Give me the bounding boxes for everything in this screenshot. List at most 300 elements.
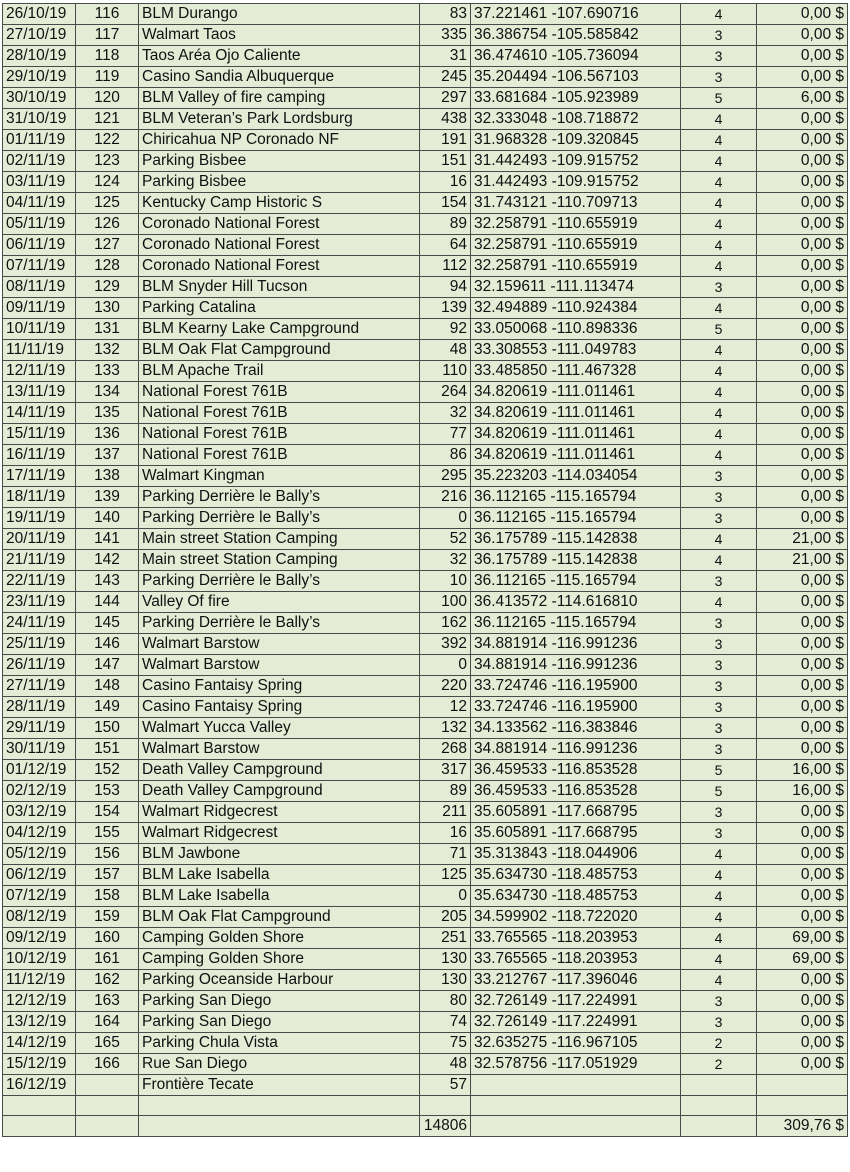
gps-cell[interactable]: 34.820619 -111.011461	[471, 445, 681, 466]
number-cell[interactable]: 145	[76, 613, 139, 634]
number-cell[interactable]: 152	[76, 760, 139, 781]
distance-cell[interactable]: 48	[420, 340, 471, 361]
cost-cell[interactable]: 0,00 $	[757, 592, 848, 613]
cost-cell[interactable]: 0,00 $	[757, 1054, 848, 1075]
gps-cell[interactable]: 34.820619 -111.011461	[471, 382, 681, 403]
place-cell[interactable]: Camping Golden Shore	[139, 949, 420, 970]
rating-cell[interactable]: 3	[681, 508, 757, 529]
place-cell[interactable]: Camping Golden Shore	[139, 928, 420, 949]
cost-cell[interactable]: 0,00 $	[757, 718, 848, 739]
place-cell[interactable]: BLM Lake Isabella	[139, 886, 420, 907]
number-cell[interactable]: 133	[76, 361, 139, 382]
date-cell[interactable]: 05/12/19	[3, 844, 76, 865]
cost-cell[interactable]: 16,00 $	[757, 781, 848, 802]
distance-cell[interactable]: 211	[420, 802, 471, 823]
rating-cell[interactable]: 5	[681, 760, 757, 781]
date-cell[interactable]: 25/11/19	[3, 634, 76, 655]
distance-cell[interactable]: 16	[420, 172, 471, 193]
date-cell[interactable]: 10/12/19	[3, 949, 76, 970]
number-cell[interactable]: 143	[76, 571, 139, 592]
date-cell[interactable]: 01/12/19	[3, 760, 76, 781]
distance-cell[interactable]: 216	[420, 487, 471, 508]
number-cell[interactable]: 140	[76, 508, 139, 529]
cost-cell[interactable]: 0,00 $	[757, 67, 848, 88]
gps-cell[interactable]: 35.204494 -106.567103	[471, 67, 681, 88]
date-cell[interactable]: 22/11/19	[3, 571, 76, 592]
distance-cell[interactable]: 317	[420, 760, 471, 781]
date-cell[interactable]: 16/12/19	[3, 1075, 76, 1096]
date-cell[interactable]: 07/12/19	[3, 886, 76, 907]
gps-cell[interactable]: 33.681684 -105.923989	[471, 88, 681, 109]
place-cell[interactable]: Casino Fantaisy Spring	[139, 697, 420, 718]
number-cell[interactable]: 164	[76, 1012, 139, 1033]
date-cell[interactable]: 11/11/19	[3, 340, 76, 361]
place-cell[interactable]: Walmart Yucca Valley	[139, 718, 420, 739]
rating-cell[interactable]: 4	[681, 886, 757, 907]
date-cell[interactable]: 24/11/19	[3, 613, 76, 634]
distance-cell[interactable]: 110	[420, 361, 471, 382]
number-cell[interactable]: 158	[76, 886, 139, 907]
distance-cell[interactable]: 100	[420, 592, 471, 613]
distance-cell[interactable]: 191	[420, 130, 471, 151]
cost-cell[interactable]: 0,00 $	[757, 655, 848, 676]
gps-cell[interactable]: 34.820619 -111.011461	[471, 403, 681, 424]
place-cell[interactable]: Parking Catalina	[139, 298, 420, 319]
total-km-cell[interactable]: 14806	[420, 1116, 471, 1137]
cost-cell[interactable]: 0,00 $	[757, 235, 848, 256]
gps-cell[interactable]: 35.605891 -117.668795	[471, 823, 681, 844]
rating-cell[interactable]: 4	[681, 109, 757, 130]
number-cell[interactable]: 130	[76, 298, 139, 319]
place-cell[interactable]: Kentucky Camp Historic S	[139, 193, 420, 214]
number-cell[interactable]: 161	[76, 949, 139, 970]
gps-cell[interactable]	[471, 1075, 681, 1096]
cost-cell[interactable]: 0,00 $	[757, 445, 848, 466]
gps-cell[interactable]: 31.968328 -109.320845	[471, 130, 681, 151]
place-cell[interactable]: Casino Sandia Albuquerque	[139, 67, 420, 88]
number-cell[interactable]: 123	[76, 151, 139, 172]
rating-cell[interactable]: 4	[681, 529, 757, 550]
date-cell[interactable]: 26/10/19	[3, 4, 76, 25]
number-cell[interactable]: 127	[76, 235, 139, 256]
cost-cell[interactable]: 0,00 $	[757, 340, 848, 361]
rating-cell[interactable]: 4	[681, 256, 757, 277]
gps-cell[interactable]: 33.724746 -116.195900	[471, 697, 681, 718]
cost-cell[interactable]: 69,00 $	[757, 949, 848, 970]
place-cell[interactable]: Coronado National Forest	[139, 214, 420, 235]
rating-cell[interactable]: 4	[681, 445, 757, 466]
cost-cell[interactable]: 0,00 $	[757, 1033, 848, 1054]
distance-cell[interactable]: 162	[420, 613, 471, 634]
place-cell[interactable]: Death Valley Campground	[139, 781, 420, 802]
rating-cell[interactable]: 4	[681, 550, 757, 571]
distance-cell[interactable]: 0	[420, 655, 471, 676]
distance-cell[interactable]: 268	[420, 739, 471, 760]
date-cell[interactable]: 19/11/19	[3, 508, 76, 529]
gps-cell[interactable]: 31.442493 -109.915752	[471, 172, 681, 193]
place-cell[interactable]: National Forest 761B	[139, 424, 420, 445]
date-cell[interactable]: 29/10/19	[3, 67, 76, 88]
rating-cell[interactable]: 3	[681, 823, 757, 844]
distance-cell[interactable]: 264	[420, 382, 471, 403]
place-cell[interactable]: BLM Durango	[139, 4, 420, 25]
number-cell[interactable]: 141	[76, 529, 139, 550]
date-cell[interactable]: 28/11/19	[3, 697, 76, 718]
date-cell[interactable]: 08/12/19	[3, 907, 76, 928]
distance-cell[interactable]: 86	[420, 445, 471, 466]
gps-cell[interactable]: 36.112165 -115.165794	[471, 571, 681, 592]
distance-cell[interactable]: 94	[420, 277, 471, 298]
gps-cell[interactable]: 32.258791 -110.655919	[471, 256, 681, 277]
distance-cell[interactable]: 75	[420, 1033, 471, 1054]
distance-cell[interactable]: 89	[420, 214, 471, 235]
cost-cell[interactable]: 0,00 $	[757, 214, 848, 235]
place-cell[interactable]: Walmart Kingman	[139, 466, 420, 487]
number-cell[interactable]: 163	[76, 991, 139, 1012]
totals-gps-cell[interactable]	[471, 1116, 681, 1137]
distance-cell[interactable]: 74	[420, 1012, 471, 1033]
date-cell[interactable]: 12/11/19	[3, 361, 76, 382]
rating-cell[interactable]: 3	[681, 487, 757, 508]
gps-cell[interactable]: 34.133562 -116.383846	[471, 718, 681, 739]
date-cell[interactable]	[3, 1096, 76, 1116]
rating-cell[interactable]: 4	[681, 130, 757, 151]
number-cell[interactable]: 155	[76, 823, 139, 844]
place-cell[interactable]: BLM Jawbone	[139, 844, 420, 865]
number-cell[interactable]: 126	[76, 214, 139, 235]
gps-cell[interactable]: 34.881914 -116.991236	[471, 655, 681, 676]
cost-cell[interactable]: 0,00 $	[757, 151, 848, 172]
rating-cell[interactable]: 4	[681, 340, 757, 361]
distance-cell[interactable]: 12	[420, 697, 471, 718]
rating-cell[interactable]: 3	[681, 991, 757, 1012]
gps-cell[interactable]: 32.494889 -110.924384	[471, 298, 681, 319]
distance-cell[interactable]: 151	[420, 151, 471, 172]
cost-cell[interactable]: 0,00 $	[757, 25, 848, 46]
date-cell[interactable]: 14/11/19	[3, 403, 76, 424]
rating-cell[interactable]: 3	[681, 1012, 757, 1033]
number-cell[interactable]: 157	[76, 865, 139, 886]
distance-cell[interactable]: 64	[420, 235, 471, 256]
rating-cell[interactable]: 3	[681, 697, 757, 718]
rating-cell[interactable]: 4	[681, 193, 757, 214]
number-cell[interactable]: 124	[76, 172, 139, 193]
rating-cell[interactable]: 3	[681, 613, 757, 634]
date-cell[interactable]: 05/11/19	[3, 214, 76, 235]
distance-cell[interactable]	[420, 1096, 471, 1116]
gps-cell[interactable]: 34.881914 -116.991236	[471, 739, 681, 760]
gps-cell[interactable]: 32.578756 -117.051929	[471, 1054, 681, 1075]
gps-cell[interactable]: 33.724746 -116.195900	[471, 676, 681, 697]
gps-cell[interactable]: 32.258791 -110.655919	[471, 214, 681, 235]
date-cell[interactable]: 21/11/19	[3, 550, 76, 571]
date-cell[interactable]: 07/11/19	[3, 256, 76, 277]
place-cell[interactable]: Main street Station Camping	[139, 529, 420, 550]
gps-cell[interactable]: 32.333048 -108.718872	[471, 109, 681, 130]
cost-cell[interactable]: 0,00 $	[757, 571, 848, 592]
date-cell[interactable]: 27/10/19	[3, 25, 76, 46]
place-cell[interactable]: Valley Of fire	[139, 592, 420, 613]
distance-cell[interactable]: 438	[420, 109, 471, 130]
rating-cell[interactable]: 4	[681, 865, 757, 886]
number-cell[interactable]: 149	[76, 697, 139, 718]
place-cell[interactable]: Parking Oceanside Harbour	[139, 970, 420, 991]
rating-cell[interactable]: 3	[681, 25, 757, 46]
rating-cell[interactable]: 4	[681, 403, 757, 424]
cost-cell[interactable]: 0,00 $	[757, 1012, 848, 1033]
number-cell[interactable]: 142	[76, 550, 139, 571]
place-cell[interactable]: Walmart Ridgecrest	[139, 823, 420, 844]
cost-cell[interactable]: 6,00 $	[757, 88, 848, 109]
date-cell[interactable]: 02/12/19	[3, 781, 76, 802]
number-cell[interactable]: 154	[76, 802, 139, 823]
gps-cell[interactable]: 33.485850 -111.467328	[471, 361, 681, 382]
distance-cell[interactable]: 130	[420, 949, 471, 970]
cost-cell[interactable]: 0,00 $	[757, 508, 848, 529]
gps-cell[interactable]: 36.386754 -105.585842	[471, 25, 681, 46]
place-cell[interactable]: Walmart Ridgecrest	[139, 802, 420, 823]
distance-cell[interactable]: 31	[420, 46, 471, 67]
rating-cell[interactable]	[681, 1075, 757, 1096]
date-cell[interactable]: 18/11/19	[3, 487, 76, 508]
number-cell[interactable]	[76, 1075, 139, 1096]
number-cell[interactable]: 119	[76, 67, 139, 88]
date-cell[interactable]: 02/11/19	[3, 151, 76, 172]
date-cell[interactable]: 15/11/19	[3, 424, 76, 445]
gps-cell[interactable]: 35.634730 -118.485753	[471, 865, 681, 886]
gps-cell[interactable]: 34.881914 -116.991236	[471, 634, 681, 655]
place-cell[interactable]: Walmart Barstow	[139, 655, 420, 676]
cost-cell[interactable]: 0,00 $	[757, 802, 848, 823]
number-cell[interactable]: 116	[76, 4, 139, 25]
cost-cell[interactable]: 0,00 $	[757, 844, 848, 865]
date-cell[interactable]: 31/10/19	[3, 109, 76, 130]
cost-cell[interactable]: 0,00 $	[757, 634, 848, 655]
gps-cell[interactable]: 36.175789 -115.142838	[471, 529, 681, 550]
distance-cell[interactable]: 251	[420, 928, 471, 949]
rating-cell[interactable]: 3	[681, 802, 757, 823]
place-cell[interactable]: Parking Derrière le Bally’s	[139, 508, 420, 529]
date-cell[interactable]: 04/12/19	[3, 823, 76, 844]
rating-cell[interactable]: 4	[681, 4, 757, 25]
distance-cell[interactable]: 245	[420, 67, 471, 88]
place-cell[interactable]: Death Valley Campground	[139, 760, 420, 781]
rating-cell[interactable]: 5	[681, 781, 757, 802]
totals-rating-cell[interactable]	[681, 1116, 757, 1137]
rating-cell[interactable]: 2	[681, 1033, 757, 1054]
distance-cell[interactable]: 77	[420, 424, 471, 445]
cost-cell[interactable]: 69,00 $	[757, 928, 848, 949]
distance-cell[interactable]: 0	[420, 508, 471, 529]
place-cell[interactable]: BLM Oak Flat Campground	[139, 340, 420, 361]
cost-cell[interactable]: 0,00 $	[757, 907, 848, 928]
cost-cell[interactable]: 21,00 $	[757, 550, 848, 571]
date-cell[interactable]: 12/12/19	[3, 991, 76, 1012]
place-cell[interactable]: Parking San Diego	[139, 1012, 420, 1033]
date-cell[interactable]: 30/10/19	[3, 88, 76, 109]
place-cell[interactable]: National Forest 761B	[139, 403, 420, 424]
place-cell[interactable]: Coronado National Forest	[139, 256, 420, 277]
totals-date-cell[interactable]	[3, 1116, 76, 1137]
number-cell[interactable]: 125	[76, 193, 139, 214]
number-cell[interactable]: 147	[76, 655, 139, 676]
number-cell[interactable]: 156	[76, 844, 139, 865]
rating-cell[interactable]: 4	[681, 214, 757, 235]
gps-cell[interactable]: 34.820619 -111.011461	[471, 424, 681, 445]
cost-cell[interactable]: 0,00 $	[757, 613, 848, 634]
number-cell[interactable]: 139	[76, 487, 139, 508]
distance-cell[interactable]: 57	[420, 1075, 471, 1096]
place-cell[interactable]: Casino Fantaisy Spring	[139, 676, 420, 697]
cost-cell[interactable]: 0,00 $	[757, 739, 848, 760]
gps-cell[interactable]: 36.413572 -114.616810	[471, 592, 681, 613]
rating-cell[interactable]: 2	[681, 1054, 757, 1075]
place-cell[interactable]: Parking San Diego	[139, 991, 420, 1012]
date-cell[interactable]: 03/11/19	[3, 172, 76, 193]
cost-cell[interactable]: 0,00 $	[757, 298, 848, 319]
number-cell[interactable]: 121	[76, 109, 139, 130]
gps-cell[interactable]: 36.459533 -116.853528	[471, 760, 681, 781]
place-cell[interactable]: Coronado National Forest	[139, 235, 420, 256]
cost-cell[interactable]	[757, 1096, 848, 1116]
date-cell[interactable]: 01/11/19	[3, 130, 76, 151]
cost-cell[interactable]: 0,00 $	[757, 424, 848, 445]
gps-cell[interactable]: 32.258791 -110.655919	[471, 235, 681, 256]
distance-cell[interactable]: 112	[420, 256, 471, 277]
number-cell[interactable]	[76, 1096, 139, 1116]
number-cell[interactable]: 160	[76, 928, 139, 949]
place-cell[interactable]: Chiricahua NP Coronado NF	[139, 130, 420, 151]
gps-cell[interactable]	[471, 1096, 681, 1116]
gps-cell[interactable]: 33.212767 -117.396046	[471, 970, 681, 991]
gps-cell[interactable]: 36.474610 -105.736094	[471, 46, 681, 67]
gps-cell[interactable]: 36.175789 -115.142838	[471, 550, 681, 571]
number-cell[interactable]: 165	[76, 1033, 139, 1054]
cost-cell[interactable]: 0,00 $	[757, 991, 848, 1012]
number-cell[interactable]: 153	[76, 781, 139, 802]
gps-cell[interactable]: 34.599902 -118.722020	[471, 907, 681, 928]
number-cell[interactable]: 134	[76, 382, 139, 403]
distance-cell[interactable]: 130	[420, 970, 471, 991]
cost-cell[interactable]: 0,00 $	[757, 697, 848, 718]
date-cell[interactable]: 11/12/19	[3, 970, 76, 991]
number-cell[interactable]: 122	[76, 130, 139, 151]
rating-cell[interactable]: 5	[681, 319, 757, 340]
rating-cell[interactable]: 4	[681, 361, 757, 382]
rating-cell[interactable]: 3	[681, 571, 757, 592]
rating-cell[interactable]: 3	[681, 466, 757, 487]
gps-cell[interactable]: 32.726149 -117.224991	[471, 991, 681, 1012]
rating-cell[interactable]: 4	[681, 844, 757, 865]
distance-cell[interactable]: 32	[420, 403, 471, 424]
distance-cell[interactable]: 125	[420, 865, 471, 886]
gps-cell[interactable]: 33.308553 -111.049783	[471, 340, 681, 361]
gps-cell[interactable]: 35.605891 -117.668795	[471, 802, 681, 823]
cost-cell[interactable]: 0,00 $	[757, 403, 848, 424]
date-cell[interactable]: 10/11/19	[3, 319, 76, 340]
place-cell[interactable]: BLM Kearny Lake Campground	[139, 319, 420, 340]
number-cell[interactable]: 131	[76, 319, 139, 340]
place-cell[interactable]: BLM Veteran’s Park Lordsburg	[139, 109, 420, 130]
date-cell[interactable]: 13/12/19	[3, 1012, 76, 1033]
distance-cell[interactable]: 89	[420, 781, 471, 802]
cost-cell[interactable]: 0,00 $	[757, 130, 848, 151]
rating-cell[interactable]: 3	[681, 67, 757, 88]
rating-cell[interactable]: 4	[681, 592, 757, 613]
distance-cell[interactable]: 392	[420, 634, 471, 655]
cost-cell[interactable]: 0,00 $	[757, 4, 848, 25]
totals-place-cell[interactable]	[139, 1116, 420, 1137]
rating-cell[interactable]: 4	[681, 172, 757, 193]
date-cell[interactable]: 09/12/19	[3, 928, 76, 949]
date-cell[interactable]: 15/12/19	[3, 1054, 76, 1075]
date-cell[interactable]: 08/11/19	[3, 277, 76, 298]
place-cell[interactable]: Parking Derrière le Bally’s	[139, 613, 420, 634]
rating-cell[interactable]: 3	[681, 277, 757, 298]
cost-cell[interactable]: 0,00 $	[757, 277, 848, 298]
gps-cell[interactable]: 37.221461 -107.690716	[471, 4, 681, 25]
distance-cell[interactable]: 154	[420, 193, 471, 214]
place-cell[interactable]: Parking Derrière le Bally’s	[139, 571, 420, 592]
number-cell[interactable]: 120	[76, 88, 139, 109]
number-cell[interactable]: 128	[76, 256, 139, 277]
date-cell[interactable]: 06/11/19	[3, 235, 76, 256]
number-cell[interactable]: 159	[76, 907, 139, 928]
place-cell[interactable]: Rue San Diego	[139, 1054, 420, 1075]
place-cell[interactable]: BLM Oak Flat Campground	[139, 907, 420, 928]
place-cell[interactable]: Walmart Barstow	[139, 634, 420, 655]
distance-cell[interactable]: 220	[420, 676, 471, 697]
place-cell[interactable]: Parking Bisbee	[139, 172, 420, 193]
cost-cell[interactable]: 0,00 $	[757, 466, 848, 487]
cost-cell[interactable]: 0,00 $	[757, 46, 848, 67]
number-cell[interactable]: 162	[76, 970, 139, 991]
place-cell[interactable]: Taos Aréa Ojo Caliente	[139, 46, 420, 67]
gps-cell[interactable]: 36.112165 -115.165794	[471, 487, 681, 508]
gps-cell[interactable]: 32.159611 -111.113474	[471, 277, 681, 298]
place-cell[interactable]: BLM Apache Trail	[139, 361, 420, 382]
cost-cell[interactable]: 21,00 $	[757, 529, 848, 550]
number-cell[interactable]: 117	[76, 25, 139, 46]
number-cell[interactable]: 151	[76, 739, 139, 760]
distance-cell[interactable]: 10	[420, 571, 471, 592]
date-cell[interactable]: 23/11/19	[3, 592, 76, 613]
number-cell[interactable]: 144	[76, 592, 139, 613]
place-cell[interactable]: BLM Valley of fire camping	[139, 88, 420, 109]
number-cell[interactable]: 148	[76, 676, 139, 697]
distance-cell[interactable]: 132	[420, 718, 471, 739]
gps-cell[interactable]: 35.634730 -118.485753	[471, 886, 681, 907]
cost-cell[interactable]: 0,00 $	[757, 886, 848, 907]
place-cell[interactable]: Main street Station Camping	[139, 550, 420, 571]
cost-cell[interactable]: 0,00 $	[757, 382, 848, 403]
date-cell[interactable]: 09/11/19	[3, 298, 76, 319]
date-cell[interactable]: 14/12/19	[3, 1033, 76, 1054]
rating-cell[interactable]: 4	[681, 235, 757, 256]
place-cell[interactable]: BLM Lake Isabella	[139, 865, 420, 886]
distance-cell[interactable]: 48	[420, 1054, 471, 1075]
rating-cell[interactable]: 5	[681, 88, 757, 109]
rating-cell[interactable]: 4	[681, 949, 757, 970]
date-cell[interactable]: 20/11/19	[3, 529, 76, 550]
distance-cell[interactable]: 32	[420, 550, 471, 571]
date-cell[interactable]: 26/11/19	[3, 655, 76, 676]
distance-cell[interactable]: 83	[420, 4, 471, 25]
cost-cell[interactable]: 16,00 $	[757, 760, 848, 781]
rating-cell[interactable]: 3	[681, 739, 757, 760]
place-cell[interactable]: Parking Chula Vista	[139, 1033, 420, 1054]
rating-cell[interactable]: 4	[681, 907, 757, 928]
